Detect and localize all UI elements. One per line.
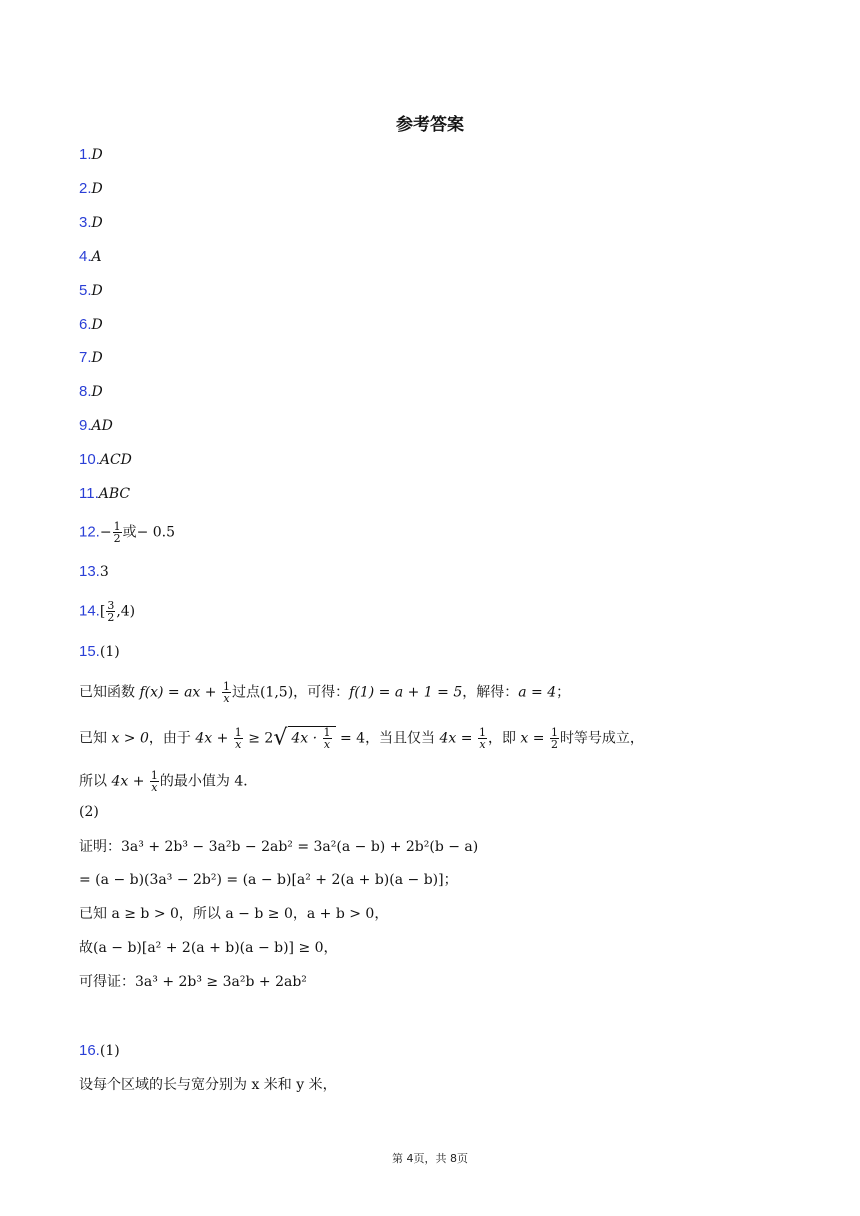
numerator: 1 <box>323 726 331 739</box>
text: ，解得： <box>462 684 519 701</box>
radicand <box>288 726 335 750</box>
answer-number: 14. <box>79 602 100 620</box>
numerator: 1 <box>234 726 242 739</box>
math: f(x) = ax + <box>139 684 221 701</box>
answer-number: 1. <box>79 146 92 163</box>
answer-choice: D <box>91 215 103 231</box>
math: x > 0 <box>111 730 149 747</box>
math: 4x + <box>111 773 149 790</box>
answer-choice: D <box>91 317 103 333</box>
part-label: (1) <box>99 644 120 660</box>
answer-3 <box>79 212 103 234</box>
answer-2 <box>79 178 103 200</box>
answer-4 <box>79 246 102 268</box>
answer-8 <box>79 381 103 403</box>
fraction <box>323 727 332 750</box>
numerator: 3 <box>107 599 115 612</box>
answer-choice: D <box>91 283 103 299</box>
answer-16-header <box>79 1040 120 1062</box>
answer-14 <box>79 600 135 623</box>
answer-number: 4. <box>79 248 92 265</box>
answer-number: 2. <box>79 180 92 197</box>
numerator: 1 <box>550 726 558 739</box>
answer-choice: ABC <box>98 486 131 502</box>
answer-number: 13. <box>79 563 100 580</box>
answer-choice: ACD <box>99 452 132 468</box>
or-text: 或 <box>122 524 137 541</box>
answer-number: 9. <box>79 417 92 434</box>
fraction <box>113 521 122 544</box>
numerator: 1 <box>478 726 486 739</box>
text: ，由于 <box>148 730 196 747</box>
answer-choice: A <box>91 249 102 265</box>
q15-proof-line-2: = (a − b)(3a³ − 2b²) = (a − b)[a² + 2(a + b)(a − b)]； <box>79 872 458 888</box>
answer-number: 12. <box>79 523 100 541</box>
answer-number: 8. <box>79 383 92 400</box>
answer-9 <box>79 415 113 437</box>
denominator: x <box>151 781 158 794</box>
denominator: x <box>479 738 486 751</box>
answer-choice: D <box>91 384 103 400</box>
denominator: 2 <box>550 738 558 751</box>
text: 已知函数 <box>79 684 140 701</box>
q15-line-1 <box>79 681 570 704</box>
denominator: 2 <box>107 611 115 624</box>
math: 4x · <box>291 730 322 747</box>
answer-1 <box>79 144 103 166</box>
text: 过点(1,5)，可得： <box>231 684 350 701</box>
answer-6 <box>79 314 103 336</box>
denominator: x <box>235 738 242 751</box>
answer-rest: ,4) <box>116 603 136 620</box>
text: ； <box>556 684 571 701</box>
fraction <box>106 600 115 623</box>
answer-number: 16. <box>79 1042 100 1059</box>
radical-sign: √ <box>273 725 288 751</box>
bracket: [ <box>99 603 106 620</box>
math: a = 4 <box>518 684 557 701</box>
q16-line-1: 设每个区域的长与宽分别为 x 米和 y 米， <box>79 1077 337 1093</box>
answer-choice: D <box>91 181 103 197</box>
q15-proof-line-5: 可得证：3a³ + 2b³ ≥ 3a²b + 2ab² <box>79 974 307 990</box>
numerator: 1 <box>113 520 121 533</box>
answer-number: 5. <box>79 282 92 299</box>
q15-line-3 <box>79 770 257 793</box>
denominator: 2 <box>113 532 121 545</box>
text: 所以 <box>79 773 112 790</box>
answer-text: 3 <box>99 564 109 580</box>
fraction <box>150 770 159 793</box>
answer-number: 15. <box>79 643 100 660</box>
answer-choice: D <box>91 147 103 163</box>
numerator: 1 <box>222 680 230 693</box>
q15-part-2: (2) <box>79 804 99 820</box>
answer-7 <box>79 347 103 369</box>
page-title: 参考答案 <box>396 115 464 135</box>
math: f(1) = a + 1 = 5 <box>349 684 463 701</box>
answer-number: 6. <box>79 316 92 333</box>
numerator: 1 <box>150 769 158 782</box>
fraction <box>478 727 487 750</box>
math: = 4 <box>335 730 366 747</box>
answer-5 <box>79 280 103 302</box>
denominator: x <box>323 738 331 751</box>
page-footer: 第 4页，共 8页 <box>392 1152 468 1165</box>
answer-number: 10. <box>79 451 100 468</box>
fraction <box>222 681 231 704</box>
text: ，当且仅当 <box>365 730 440 747</box>
answer-rest: − 0.5 <box>136 524 176 541</box>
text: 的最小值为 4． <box>159 773 258 790</box>
q15-proof-line-3: 已知 a ≥ b > 0，所以 a − b ≥ 0，a + b > 0， <box>79 906 389 922</box>
math: 4x + <box>195 730 233 747</box>
q15-proof-line-4: 故(a − b)[a² + 2(a + b)(a − b)] ≥ 0， <box>79 940 338 956</box>
answer-11 <box>79 483 130 505</box>
answer-12 <box>79 521 175 544</box>
fraction <box>550 727 559 750</box>
q15-line-2 <box>79 726 644 750</box>
answer-choice: AD <box>91 418 113 434</box>
q15-proof-line-1: 证明：3a³ + 2b³ − 3a²b − 2ab² = 3a²(a − b) + 2b²(b − a) <box>79 839 479 855</box>
text: 已知 <box>79 730 112 747</box>
answer-number: 3. <box>79 214 92 231</box>
text: ，即 <box>487 730 521 747</box>
part-label: (1) <box>99 1043 120 1059</box>
answer-number: 11. <box>79 485 99 502</box>
fraction <box>234 727 243 750</box>
answer-10 <box>79 449 132 471</box>
answer-15-header <box>79 641 120 663</box>
text: 时等号成立， <box>559 730 644 747</box>
math: x = <box>520 730 549 747</box>
minus-sign: − <box>99 524 112 541</box>
denominator: x <box>223 692 230 705</box>
math: ≥ 2 <box>243 730 274 747</box>
answer-number: 7. <box>79 349 92 366</box>
answer-choice: D <box>91 350 103 366</box>
answer-13 <box>79 561 109 583</box>
math: 4x = <box>439 730 477 747</box>
